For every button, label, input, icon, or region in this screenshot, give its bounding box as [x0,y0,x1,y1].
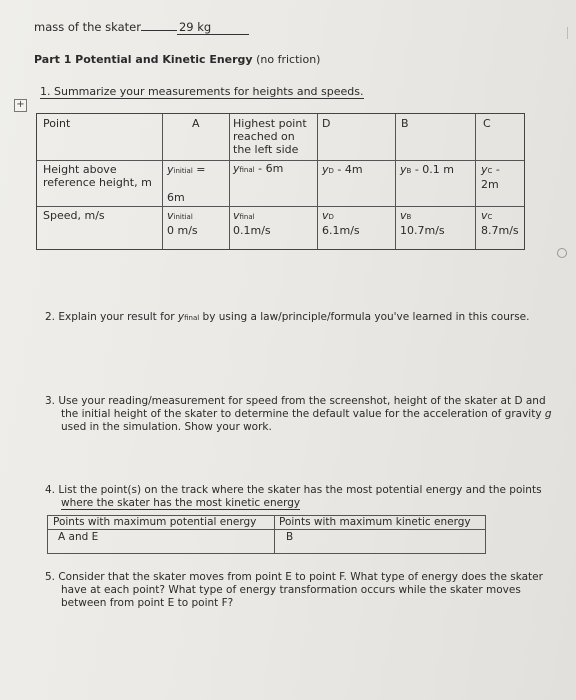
part1-subtitle: (no friction) [256,53,321,66]
question-3: 3. Use your reading/measurement for speed from the screenshot, height of the skater at D and the initial height of the skater to determine the default value for the acceleration of gravity g used in the simulation. Show your work. [45,395,552,433]
height-c-value: yC - 2m [481,163,500,191]
table-divider [475,114,476,249]
height-d-value: yD - 4m [322,163,363,176]
table-divider [317,114,318,249]
table-divider [274,516,275,553]
header-point: Point [43,117,71,130]
table-move-handle-icon[interactable]: + [14,99,27,112]
height-a-value: 6m [167,191,185,204]
measurements-table [36,113,525,250]
height-row-label: Height above reference height, m [43,163,152,189]
part1-title: Part 1 Potential and Kinetic Energy [34,53,253,66]
question-1 [40,85,364,98]
table-divider [229,114,230,249]
header-c: C [483,117,491,130]
table-divider [162,114,163,249]
height-b-value: yB - 0.1 m [400,163,454,176]
table-divider [395,114,396,249]
table-divider [48,529,485,530]
mass-line [34,20,249,35]
question-2: 2. Explain your result for yfinal by using a law/principle/formula you've learned in this course. [45,311,530,323]
question-4: 4. List the point(s) on the track where the skater has the most potential energy and the points where the skater has the most kinetic energy [45,484,542,509]
part1-heading [34,53,320,66]
max-potential-header: Points with maximum potential energy [53,516,257,528]
table-resize-handle-icon[interactable] [557,248,567,258]
header-b: B [401,117,409,130]
header-highest: Highest point reached on the left side [233,117,307,156]
speed-d-value: vD 6.1m/s [322,209,360,237]
header-d: D [322,117,331,130]
mass-label: mass of the skater [34,20,141,34]
mass-blank [141,20,177,31]
max-kinetic-header: Points with maximum kinetic energy [279,516,471,528]
speed-row-label: Speed, m/s [43,209,105,222]
max-kinetic-value: B [286,531,294,543]
table-divider [37,206,524,207]
table-divider [37,160,524,161]
header-a: A [192,117,200,130]
speed-c-value: vC 8.7m/s [481,209,519,237]
question-5: 5. Consider that the skater moves from point E to point F. What type of energy does the skater have at each point? What type of energy transformation occurs while the skater moves between from point E to point F? [45,571,543,609]
max-potential-value: A and E [58,531,99,543]
mass-value: 29 kg [177,20,249,35]
speed-a-value: vinitial 0 m/s [167,209,198,237]
question-1-text: 1. Summarize your measurements for heights and speeds. [40,85,364,98]
height-a-symbol: yinitial = [167,163,206,176]
speed-b-value: vB 10.7m/s [400,209,445,237]
energy-points-table [47,515,486,554]
speed-final-value: vfinal 0.1m/s [233,209,271,237]
page-edge [567,27,576,39]
height-final-value: yfinal - 6m [233,162,284,175]
